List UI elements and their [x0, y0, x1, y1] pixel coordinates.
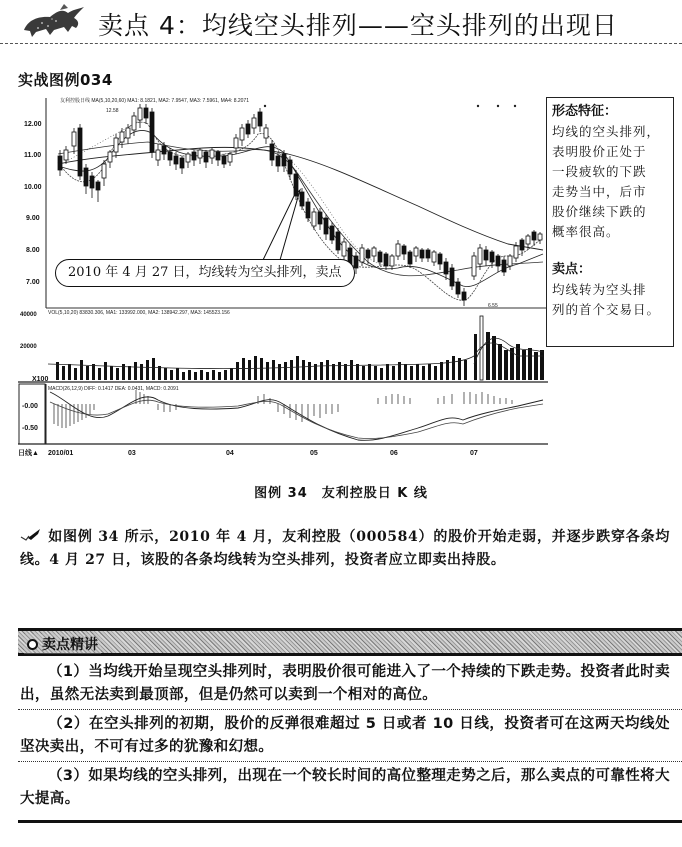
- sell-line: 均线转为空头排: [552, 282, 647, 297]
- intro-text: 如图例 34 所示，2010 年 4 月，友利控股（000584）的股价开始走弱，并逐步跌穿各条均线。4 月 27 日，该股的各条均线转为空头排列，投资者应立即卖出持股。: [20, 529, 670, 568]
- feature-line: 股价继续下跌的: [552, 204, 647, 219]
- volume-y-axis: [20, 312, 37, 350]
- price-y-axis: [24, 121, 42, 286]
- analysis-point: [20, 661, 670, 707]
- svg-text:-0.50: -0.50: [22, 425, 38, 432]
- sell-point-callout: 2010 年 4 月 27 日，均线转为空头排列，卖点: [55, 259, 355, 287]
- figure-caption: 图例 34 友利控股日 K 线: [254, 486, 428, 501]
- dotted-divider: [18, 709, 682, 710]
- macd-histogram: [54, 390, 512, 428]
- dotted-divider: [18, 761, 682, 762]
- bottom-divider: [18, 820, 682, 823]
- intro-paragraph: [20, 526, 670, 572]
- svg-text:9.00: 9.00: [26, 215, 40, 222]
- feature-heading: 形态特征：: [552, 104, 618, 119]
- circle-bullet-icon: [27, 639, 38, 650]
- feature-line: 表明股价正处于: [552, 144, 647, 159]
- svg-text:04: 04: [226, 450, 234, 457]
- svg-text:2010/01: 2010/01: [48, 450, 74, 457]
- header-divider: [0, 43, 682, 44]
- analysis-point: [20, 713, 670, 759]
- feature-line: 走势当中，后市: [552, 184, 647, 199]
- analysis-point-text: （1）当均线开始呈现空头排列时，表明股价很可能进入了一个持续的下跌走势。投资者此时卖出，虽然无法卖到最顶部，但是仍然可以卖到一个相对的高位。: [20, 664, 670, 703]
- volume-legend: VOL(5,10,20) 83830.306, MA1: 133992.000, MA2: 138942.297, MA3: 145523.156: [48, 310, 230, 316]
- analysis-title-text: 卖点精讲: [42, 637, 98, 653]
- analysis-point-text: （2）在空头排列的初期，股价的反弹很难超过 5 日或者 10 日线，投资者可在这两天均线处坚决卖出，不可有过多的犹豫和幻想。: [20, 716, 670, 755]
- svg-text:8.00: 8.00: [26, 247, 40, 254]
- pen-icon: [20, 528, 42, 542]
- svg-text:05: 05: [310, 450, 318, 457]
- sell-heading: 卖点：: [552, 262, 592, 277]
- page-header: [0, 0, 682, 46]
- volume-bars: [56, 316, 544, 380]
- sell-line: 列的首个交易日。: [552, 302, 661, 317]
- x-axis: [18, 448, 478, 457]
- svg-text:12.58: 12.58: [106, 108, 119, 114]
- pattern-description-box: [546, 97, 674, 347]
- analysis-point: [20, 765, 670, 811]
- feature-line: 概率很高。: [552, 224, 620, 239]
- svg-text:-0.00: -0.00: [22, 403, 38, 410]
- analysis-point-text: （3）如果均线的空头排列，出现在一个较长时间的高位整理走势之后，那么卖点的可靠性将大大提高。: [20, 768, 670, 807]
- svg-text:12.00: 12.00: [24, 121, 42, 128]
- x-corner-label: 日线▲: [18, 450, 39, 457]
- analysis-title: [24, 634, 101, 654]
- svg-text:20000: 20000: [20, 344, 37, 350]
- svg-text:03: 03: [128, 450, 136, 457]
- svg-text:07: 07: [470, 450, 478, 457]
- example-label: 实战图例034: [18, 71, 113, 89]
- feature-line: 一段疲软的下跌: [552, 164, 647, 179]
- macd-y-axis: [22, 403, 38, 432]
- macd-legend: MACD(26,12,9) DIFF: 0.1417 DEA: 0.0431, MACD: 0.2091: [48, 386, 179, 392]
- price-legend: 友利控股日线 MA(5,10,20,60) MA1: 8.1821, MA2: 7.9547, MA3: 7.5961, MA4: 8.2071: [60, 98, 249, 104]
- analysis-section-header: [18, 628, 682, 656]
- volume-unit: X100: [32, 376, 49, 383]
- bull-icon: [16, 4, 94, 38]
- svg-text:7.00: 7.00: [26, 279, 40, 286]
- feature-line: 均线的空头排列，: [552, 124, 661, 139]
- svg-text:40000: 40000: [20, 312, 37, 318]
- svg-text:10.00: 10.00: [24, 184, 42, 191]
- svg-text:6.55: 6.55: [488, 303, 498, 309]
- section-title: 卖点 4：均线空头排列——空头排列的出现日: [98, 11, 618, 40]
- svg-text:06: 06: [390, 450, 398, 457]
- svg-text:11.00: 11.00: [24, 152, 42, 159]
